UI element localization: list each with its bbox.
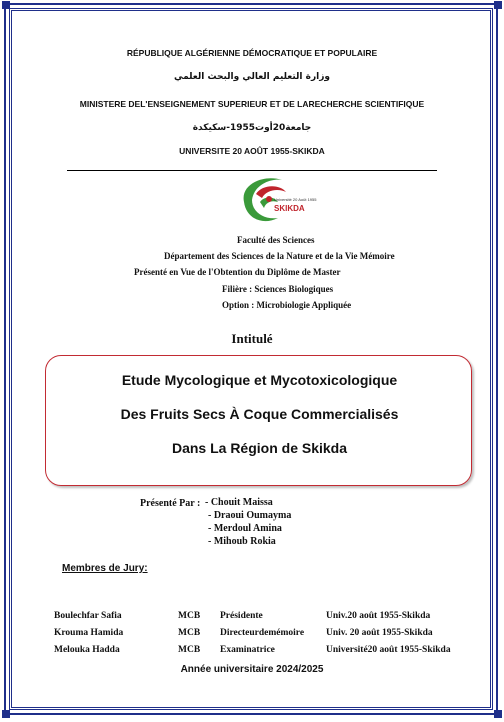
republique-heading: RÉPUBLIQUE ALGÉRIENNE DÉMOCRATIQUE ET POPULAIRE (126, 48, 378, 58)
header-divider (67, 170, 437, 171)
jury-member-grade: MCB (178, 628, 201, 638)
ministere-heading: MINISTERE DEL'ENSEIGNEMENT SUPERIEUR ET DE LARECHERCHE SCIENTIFIQUE (79, 99, 425, 109)
jury-member-institution: Univ. 20 août 1955-Skikda (326, 628, 433, 638)
logo-text-top: Université 20 Août 1955 (274, 197, 317, 202)
student-name: - Chouit Maissa (205, 497, 273, 508)
jury-heading: Membres de Jury: (62, 563, 148, 574)
departement-label: Département des Sciences de la Nature et de la Vie Mémoire (164, 251, 395, 261)
jury-member-grade: MCB (178, 645, 201, 655)
border-corner-bottom-right (494, 710, 502, 718)
jury-row (0, 645, 504, 657)
student-name: - Mihoub Rokia (208, 536, 276, 547)
ministere-arabic: وزارة التعليم العالي والبحث العلمي (173, 72, 331, 82)
universite-heading: UNIVERSITE 20 AOÛT 1955-SKIKDA (179, 146, 325, 156)
jury-member-institution: Univ.20 août 1955-Skikda (326, 611, 431, 621)
jury-member-grade: MCB (178, 611, 201, 621)
thesis-title-line-1: Etude Mycologique et Mycotoxicologique (121, 372, 398, 388)
jury-member-name: Boulechfar Safia (54, 611, 122, 621)
academic-year: Année universitaire 2024/2025 (180, 664, 324, 675)
student-name: - Merdoul Amina (208, 523, 282, 534)
jury-member-name: Melouka Hadda (54, 645, 120, 655)
border-corner-top-right (494, 1, 502, 9)
faculte-label: Faculté des Sciences (237, 235, 315, 245)
option-label: Option : Microbiologie Appliquée (222, 300, 352, 310)
jury-member-role: Présidente (220, 611, 263, 621)
thesis-title-box (45, 355, 472, 486)
student-name: - Draoui Oumayma (208, 510, 292, 521)
jury-member-role: Directeurdemémoire (220, 628, 305, 638)
university-logo (234, 172, 317, 228)
filiere-label: Filière : Sciences Biologiques (222, 284, 334, 294)
intitule-heading: Intitulé (231, 331, 273, 346)
thesis-title-line-3: Dans La Région de Skikda (171, 440, 348, 456)
jury-member-name: Krouma Hamida (54, 628, 124, 638)
logo-text-main: SKIKDA (274, 204, 305, 213)
presented-by-label: Présenté Par : (140, 498, 201, 509)
jury-row (0, 611, 504, 623)
thesis-title-line-2: Des Fruits Secs À Coque Commercialisés (120, 406, 399, 422)
jury-member-institution: Université20 août 1955-Skikda (326, 645, 451, 655)
border-corner-top-left (2, 1, 10, 9)
jury-member-role: Examinatrice (220, 645, 275, 655)
presente-en-vue-label: Présenté en Vue de l'Obtention du Diplôme de Master (134, 267, 341, 277)
jury-row (0, 628, 504, 640)
border-corner-bottom-left (2, 710, 10, 718)
universite-arabic: جامعة20أوت1955-سكيكدة (192, 123, 312, 133)
